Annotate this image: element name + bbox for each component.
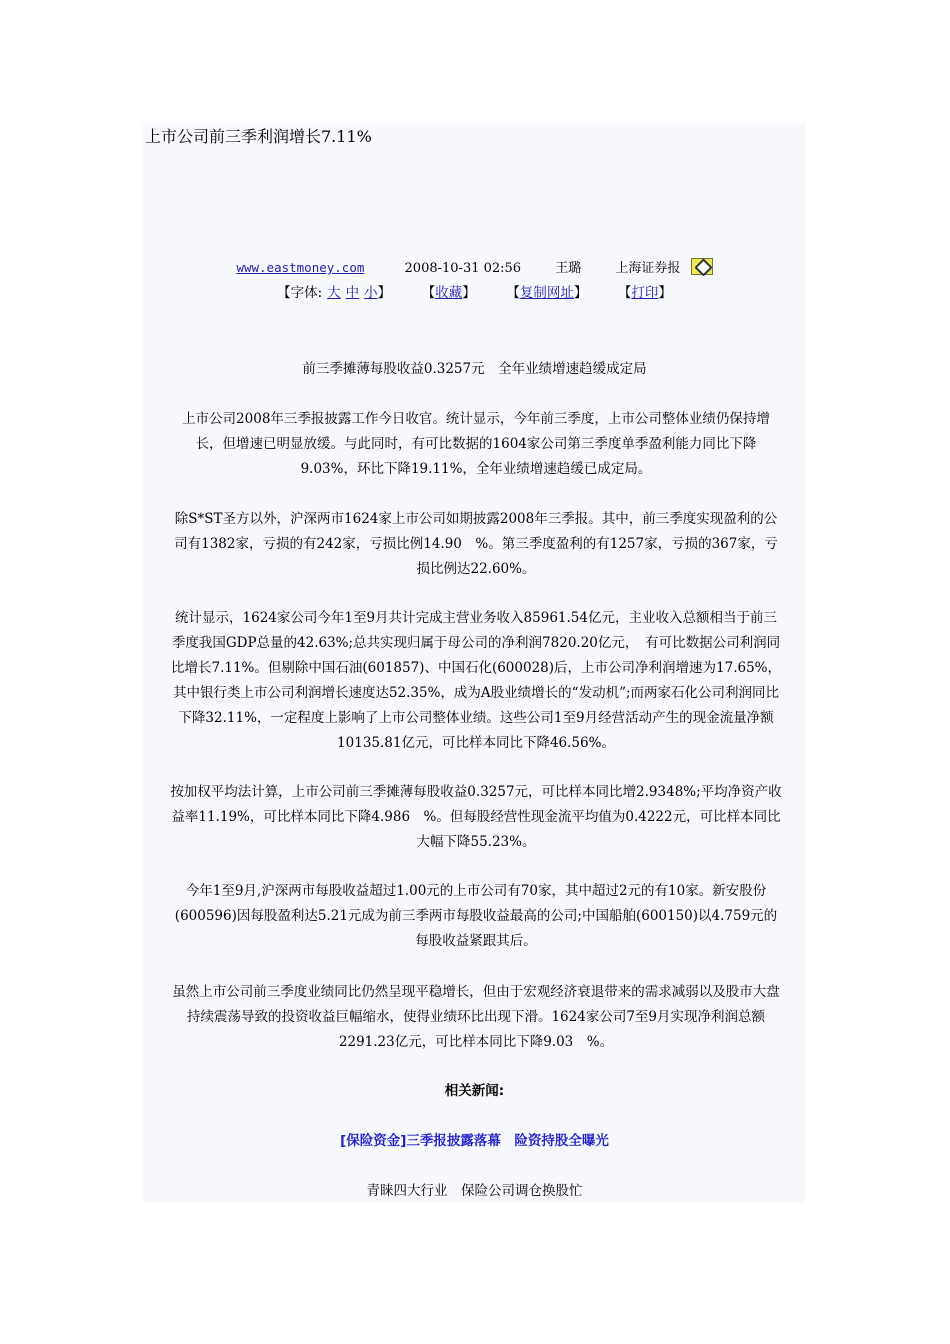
bracket-close: 】 [377, 285, 392, 301]
bracket-close: 】 [573, 285, 588, 301]
print-link[interactable]: 打印 [631, 285, 659, 301]
bracket-open: 【 [277, 285, 291, 301]
bracket-close: 】 [658, 285, 672, 301]
article-paragraph: 按加权平均法计算，上市公司前三季摊薄每股收益0.3257元，可比样本同比增2.9348%;平均净资产收益率11.19%，可比样本同比下降4.986 %。但每股经营性现金流平均值为0.4222元，可比样本同比大幅下降55.23%。 [170, 784, 782, 850]
article-paragraph: 上市公司2008年三季报披露工作今日收官。统计显示，今年前三季度，上市公司整体业绩仍保持增长，但增速已明显放缓。与此同时，有可比数据的1604家公司第三季度单季盈利能力同比下降9.03%，环比下降19.11%，全年业绩增速趋缓已成定局。 [182, 411, 770, 477]
favorite-link[interactable]: 收藏 [435, 285, 463, 301]
source-site-link[interactable]: www.eastmoney.com [236, 260, 365, 275]
news-icon[interactable] [691, 258, 713, 275]
publish-datetime: 2008-10-31 02:56 [404, 261, 522, 276]
article-paragraph: 统计显示，1624家公司今年1至9月共计完成主营业务收入85961.54亿元，主业收入总额相当于前三季度我国GDP总量的42.63%;总共实现归属于母公司的净利润7820.20亿元， 有可比数据公司利润同比增长7.11%。但剔除中国石油(601857)、中国石化(600028)后，上市公司净利润增速为17.65%，其中银行类上市公司利润增长速度达52.35%，成为A股业绩增长的“发动机”;而两家石化公司利润同比下降32.11%，一定程度上影响了上市公司整体业绩。这些公司1至9月经营活动产生的现金流量净额10135.81亿元，可比样本同比下降46.56%。 [171, 610, 781, 751]
publication-name: 上海证券报 [615, 261, 681, 276]
article-tools [143, 283, 806, 303]
source-line [143, 258, 806, 279]
font-size-label: 字体: [290, 285, 323, 301]
copy-url-link[interactable]: 复制网址 [519, 285, 574, 301]
bracket-open: 【 [617, 285, 632, 301]
article-paragraph: 除S*ST圣方以外，沪深两市1624家上市公司如期披露2008年三季报。其中，前三季度实现盈利的公司有1382家，亏损的有242家，亏损比例14.90 %。第三季度盈利的有1257家，亏损的367家，亏损比例达22.60%。 [174, 511, 778, 577]
article-paragraph: 虽然上市公司前三季度业绩同比仍然呈现平稳增长，但由于宏观经济衰退带来的需求减弱以及股市大盘持续震荡导致的投资收益巨幅缩水，使得业绩环比出现下滑。1624家公司7至9月实现净利润总额2291.23亿元，可比样本同比下降9.03 %。 [172, 984, 780, 1050]
article-subtitle: 前三季摊薄每股收益0.3257元 全年业绩增速趋缓成定局 [302, 361, 647, 377]
author-name: 王璐 [555, 261, 582, 276]
related-news-link[interactable]: [保险资金]三季报披露落幕 险资持股全曝光 [340, 1133, 609, 1149]
bracket-open: 【 [506, 285, 520, 301]
bracket-close: 】 [462, 285, 476, 301]
bracket-open: 【 [421, 285, 436, 301]
article-paragraph: 今年1至9月,沪深两市每股收益超过1.00元的上市公司有70家，其中超过2元的有10家。新安股份(600596)因每股盈利达5.21元成为前三季两市每股收益最高的公司;中国船舶(600150)以4.759元的每股收益紧跟其后。 [174, 883, 778, 949]
related-news-heading: 相关新闻: [444, 1083, 505, 1099]
font-medium-link[interactable]: 中 [345, 285, 360, 301]
font-large-link[interactable]: 大 [327, 285, 341, 301]
related-news-item: 青睐四大行业 保险公司调仓换股忙 [366, 1183, 583, 1199]
font-small-link[interactable]: 小 [364, 285, 378, 301]
page-title: 上市公司前三季利润增长7.11% [145, 127, 372, 146]
